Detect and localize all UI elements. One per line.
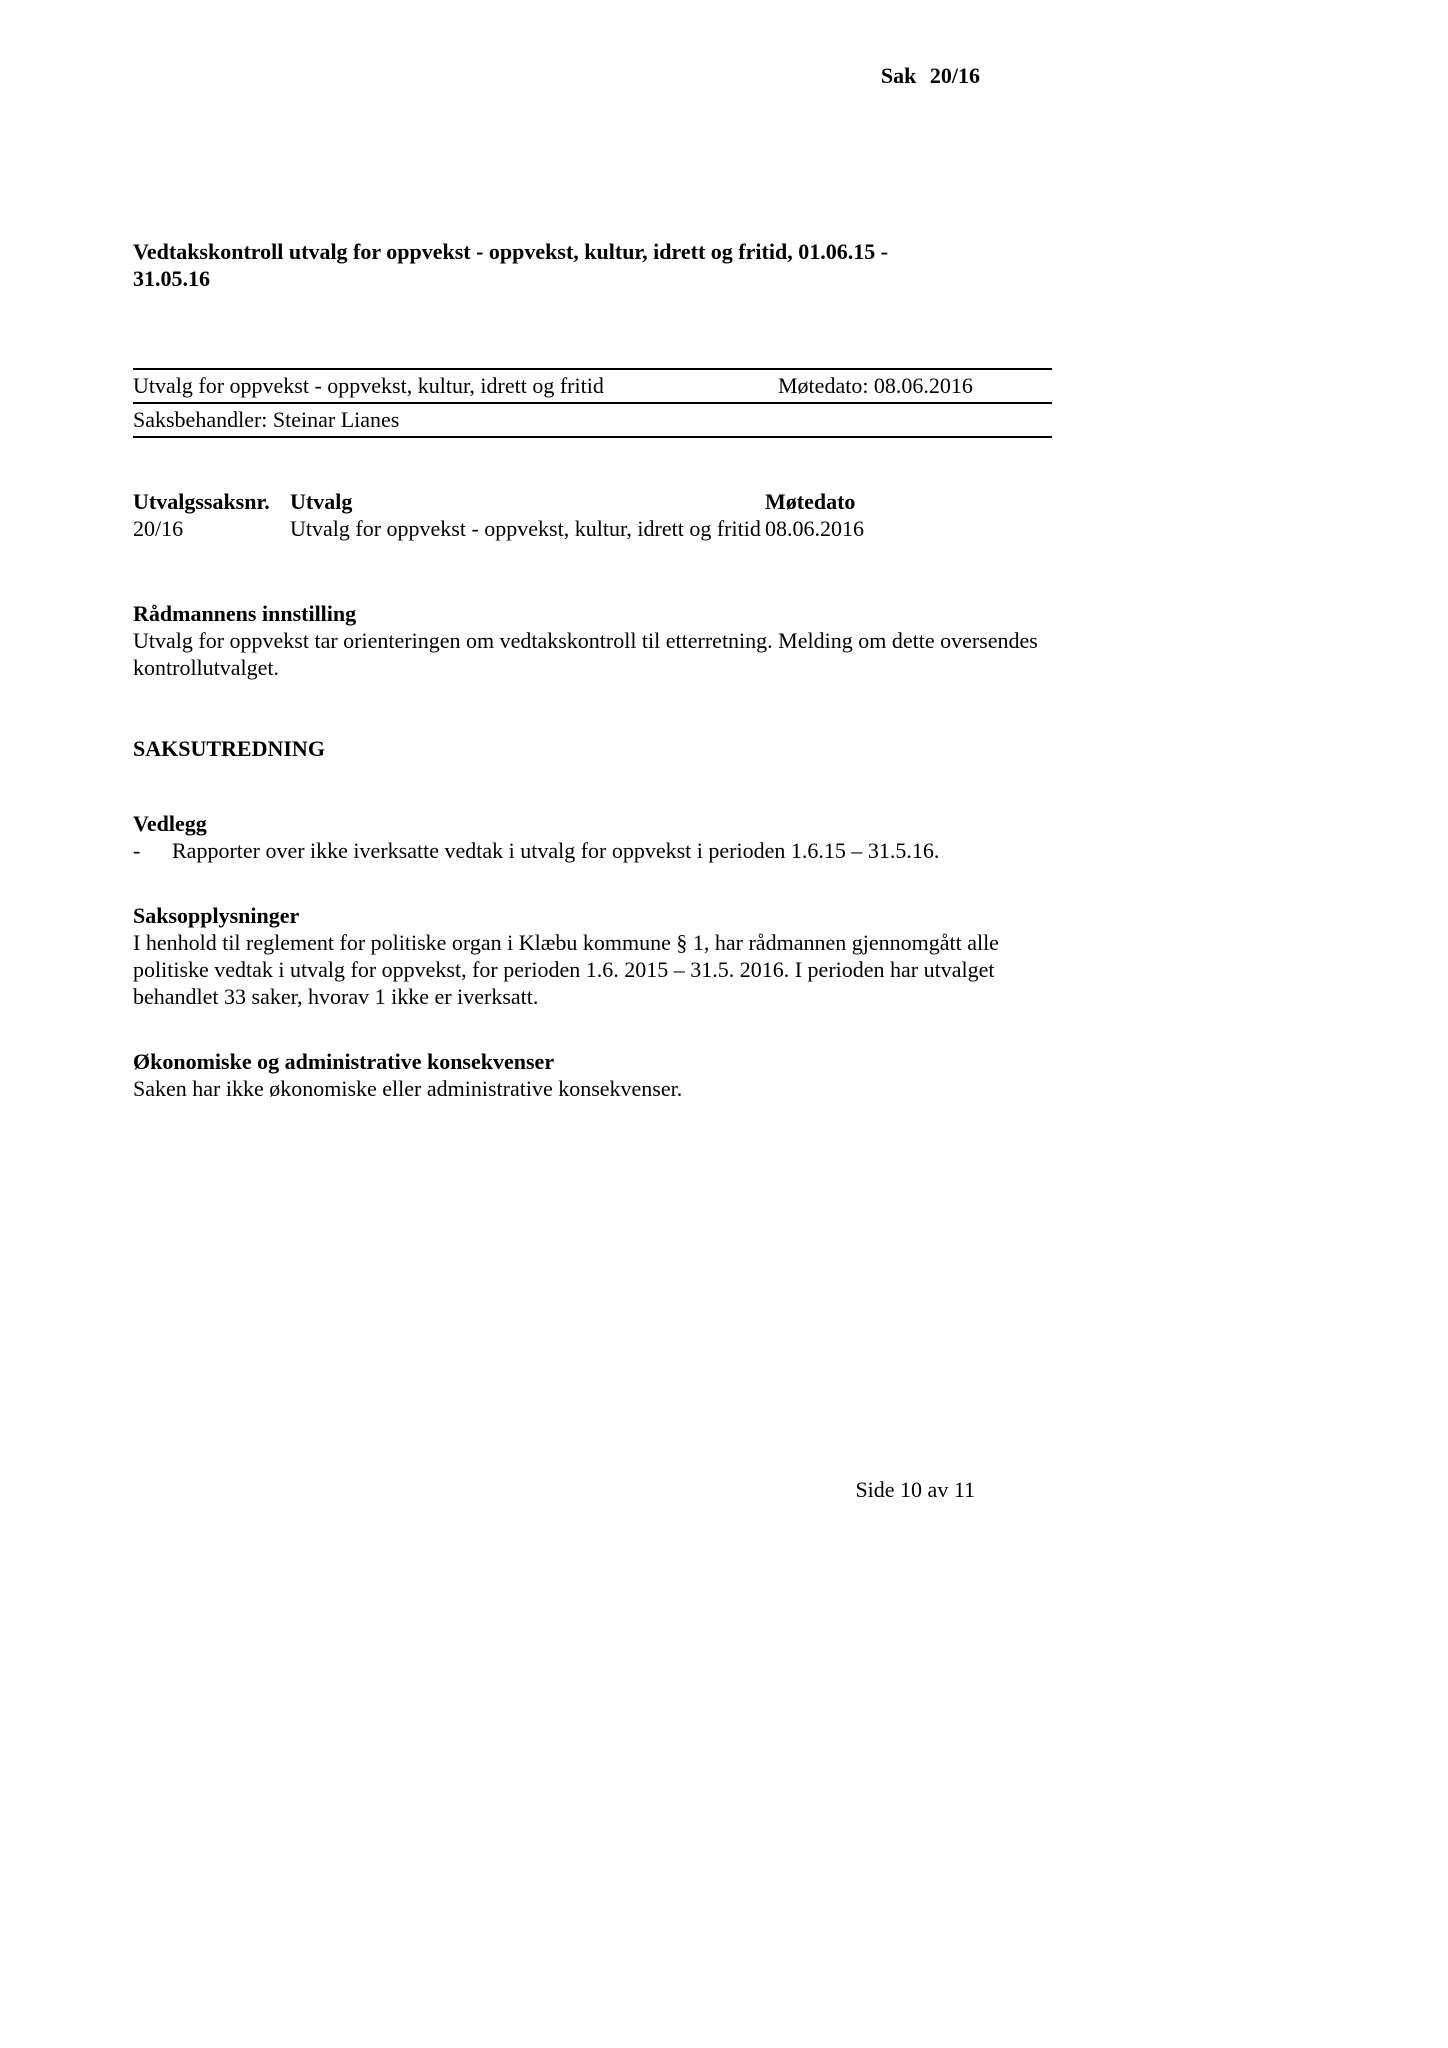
meta-empty-cell (778, 406, 1052, 433)
case-table-header-row (133, 488, 1052, 515)
case-table-row (133, 515, 1052, 542)
case-info-heading: Saksopplysninger (133, 903, 300, 928)
meta-table (133, 368, 1052, 438)
document-content (133, 238, 1052, 1102)
cell-committee: Utvalg for oppvekst - oppvekst, kultur, idrett og fritid (290, 516, 761, 541)
section-consequences (133, 1048, 1052, 1102)
recommendation-body: Utvalg for oppvekst tar orienteringen om vedtakskontroll til etterretning. Melding om dette oversendes kontrollutvalget. (133, 628, 1038, 680)
page-number: Side 10 av 11 (855, 1477, 975, 1502)
document-title: Vedtakskontroll utvalg for oppvekst - oppvekst, kultur, idrett og fritid, 01.06.15 - 31.05.16 (133, 239, 889, 291)
header-committee: Utvalg (290, 489, 353, 514)
cell-case-number: 20/16 (133, 516, 184, 541)
attachments-heading: Vedlegg (133, 811, 207, 836)
case-officer: Saksbehandler: Steinar Lianes (133, 407, 400, 432)
recommendation-heading: Rådmannens innstilling (133, 601, 357, 626)
case-table (133, 488, 1052, 542)
section-recommendation (133, 600, 1052, 681)
header-meeting-date: Møtedato (765, 489, 856, 514)
section-case-info (133, 902, 1052, 1010)
consequences-heading: Økonomiske og administrative konsekvenser (133, 1049, 555, 1074)
case-reference: Sak 20/16 (880, 63, 980, 88)
header-case-number: Utvalgssaksnr. (133, 489, 270, 514)
attachment-list-item (133, 837, 1052, 864)
section-attachments (133, 810, 1052, 864)
meta-row-committee (133, 370, 1052, 404)
attachment-text: Rapporter over ikke iverksatte vedtak i utvalg for oppvekst i perioden 1.6.15 – 31.5.16. (172, 838, 940, 863)
investigation-heading: SAKSUTREDNING (133, 736, 325, 761)
cell-meeting-date: 08.06.2016 (765, 516, 864, 541)
meta-row-officer (133, 404, 1052, 438)
case-info-body: I henhold til reglement for politiske organ i Klæbu kommune § 1, har rådmannen gjennomgått alle politiske vedtak i utvalg for oppvekst, for perioden 1.6. 2015 – 31.5. 2016. I perioden har utvalget behandlet 33 saker, hvorav 1 ikke er iverksatt. (133, 930, 999, 1009)
list-item-marker: - (133, 838, 141, 863)
meeting-date: Møtedato: 08.06.2016 (778, 373, 973, 398)
committee-name: Utvalg for oppvekst - oppvekst, kultur, idrett og fritid (133, 373, 604, 398)
consequences-body: Saken har ikke økonomiske eller administrative konsekvenser. (133, 1076, 683, 1101)
